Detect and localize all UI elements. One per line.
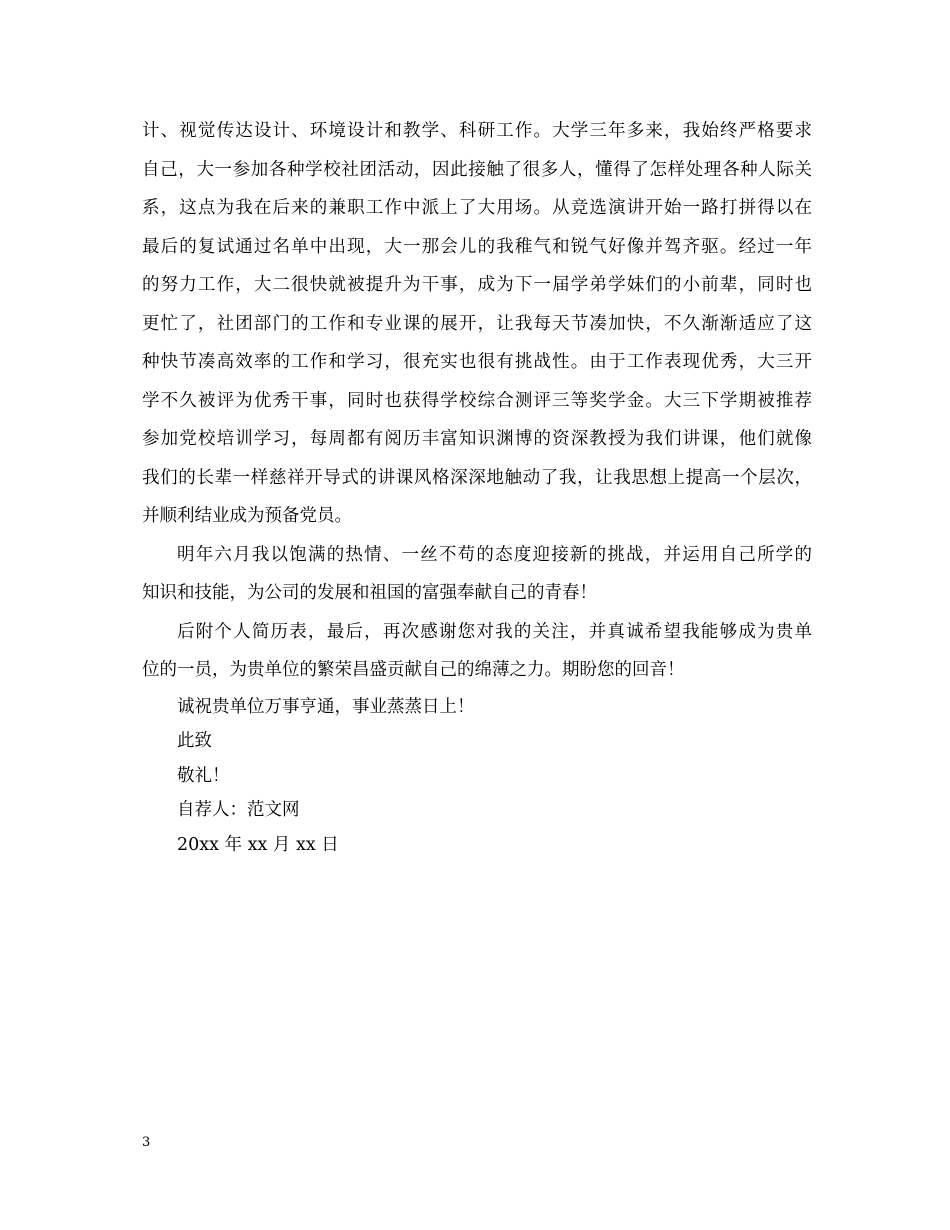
text-line: 学不久被评为优秀干事，同时也获得学校综合测评三等奖学金。大三下学期被推荐 bbox=[142, 390, 812, 411]
closing-wish: 诚祝贵单位万事亨通，事业蒸蒸日上！ bbox=[177, 696, 475, 717]
text-line: 参加党校培训学习，每周都有阅历丰富知识渊博的资深教授为我们讲课，他们就像 bbox=[142, 429, 812, 449]
paragraph-intro-continued bbox=[142, 112, 812, 536]
salutation-line-1: 此致 bbox=[177, 731, 212, 751]
text-line: 位的一员，为贵单位的繁荣昌盛贡献自己的绵薄之力。期盼您的回音！ bbox=[142, 660, 685, 680]
text-line: 并顺利结业成为预备党员。 bbox=[142, 506, 352, 526]
text-line: 计、视觉传达设计、环境设计和教学、科研工作。大学三年多来，我始终严格要求 bbox=[142, 121, 812, 141]
text-line: 明年六月我以饱满的热情、一丝不苟的态度迎接新的挑战，并运用自己所学的 bbox=[177, 544, 812, 565]
text-line: 最后的复试通过名单中出现，大一那会儿的我稚气和锐气好像并驾齐驱。经过一年 bbox=[142, 236, 812, 257]
text-line: 后附个人简历表，最后，再次感谢您对我的关注，并真诚希望我能够成为贵单 bbox=[177, 621, 812, 642]
salutation-line-2: 敬礼！ bbox=[177, 765, 230, 786]
paragraph-closing-thanks bbox=[142, 613, 812, 690]
text-line: 我们的长辈一样慈祥开导式的讲课风格深深地触动了我，让我思想上提高一个层次， bbox=[142, 467, 812, 488]
paragraph-future-commitment bbox=[142, 536, 812, 613]
letter-body bbox=[142, 112, 812, 862]
text-line: 知识和技能，为公司的发展和祖国的富强奉献自己的青春！ bbox=[142, 583, 597, 603]
signature: 自荐人：范文网 bbox=[177, 800, 300, 820]
text-line: 的努力工作，大二很快就被提升为干事，成为下一届学弟学妹们的小前辈，同时也 bbox=[142, 275, 812, 295]
letter-date: 20xx 年 xx 月 xx 日 bbox=[177, 834, 339, 855]
page-number: 3 bbox=[142, 1135, 151, 1150]
letter-closing bbox=[142, 690, 812, 863]
text-line: 系，这点为我在后来的兼职工作中派上了大用场。从竞选演讲开始一路打拼得以在 bbox=[142, 198, 812, 218]
text-line: 更忙了，社团部门的工作和专业课的展开，让我每天节凑加快，不久渐渐适应了这 bbox=[142, 313, 812, 334]
text-line: 自己，大一参加各种学校社团活动，因此接触了很多人，懂得了怎样处理各种人际关 bbox=[142, 159, 812, 180]
text-line: 种快节凑高效率的工作和学习，很充实也很有挑战性。由于工作表现优秀，大三开 bbox=[142, 352, 812, 372]
